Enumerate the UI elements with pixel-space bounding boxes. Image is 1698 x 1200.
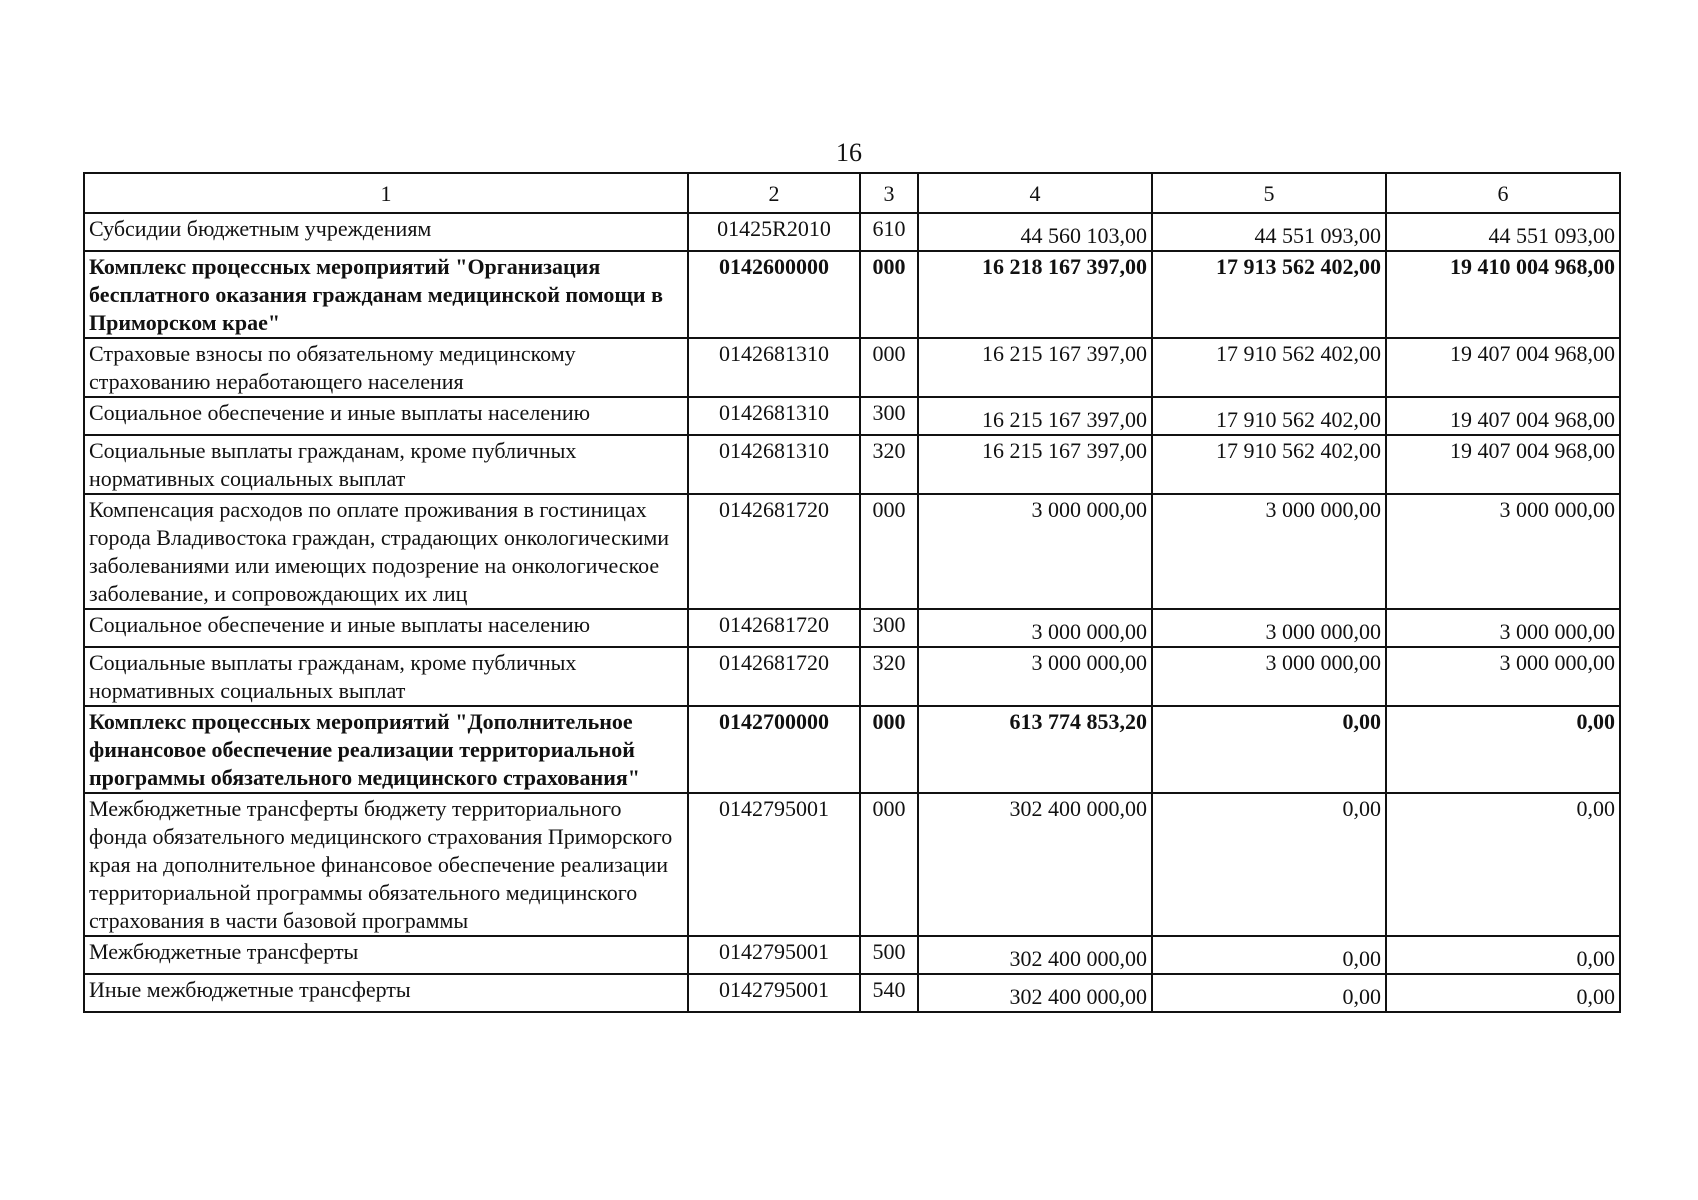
row-name: Субсидии бюджетным учреждениям [84, 213, 688, 251]
row-name: Иные межбюджетные трансферты [84, 974, 688, 1012]
row-target-code: 0142795001 [688, 936, 860, 974]
row-amount-col6: 44 551 093,00 [1386, 213, 1620, 251]
row-amount-col5: 0,00 [1152, 974, 1386, 1012]
page-number: 16 [836, 138, 862, 167]
row-expense-type: 320 [860, 435, 918, 494]
table-header-row [84, 173, 1620, 213]
row-amount-col6: 19 410 004 968,00 [1386, 251, 1620, 338]
table-row [84, 494, 1620, 609]
table-row [84, 936, 1620, 974]
row-amount-col6: 3 000 000,00 [1386, 647, 1620, 706]
row-amount-col6: 0,00 [1386, 974, 1620, 1012]
row-amount-col4: 3 000 000,00 [918, 609, 1152, 647]
row-expense-type: 000 [860, 706, 918, 793]
column-header-6: 6 [1386, 173, 1620, 213]
column-header-3: 3 [860, 173, 918, 213]
row-amount-col5: 17 910 562 402,00 [1152, 435, 1386, 494]
row-amount-col5: 17 913 562 402,00 [1152, 251, 1386, 338]
row-expense-type: 500 [860, 936, 918, 974]
row-target-code: 0142681310 [688, 338, 860, 397]
row-amount-col5: 3 000 000,00 [1152, 609, 1386, 647]
row-expense-type: 610 [860, 213, 918, 251]
row-expense-type: 300 [860, 609, 918, 647]
budget-table [83, 172, 1621, 1013]
row-amount-col6: 0,00 [1386, 936, 1620, 974]
table-row [84, 213, 1620, 251]
column-header-1: 1 [84, 173, 688, 213]
row-name: Комплекс процессных мероприятий "Организация бесплатного оказания гражданам медицинской помощи в Приморском крае" [84, 251, 688, 338]
row-amount-col4: 44 560 103,00 [918, 213, 1152, 251]
row-amount-col4: 3 000 000,00 [918, 647, 1152, 706]
table-row [84, 974, 1620, 1012]
row-amount-col6: 3 000 000,00 [1386, 494, 1620, 609]
row-amount-col5: 0,00 [1152, 793, 1386, 936]
row-name: Социальные выплаты гражданам, кроме публичных нормативных социальных выплат [84, 647, 688, 706]
row-target-code: 0142795001 [688, 974, 860, 1012]
row-target-code: 0142681720 [688, 647, 860, 706]
row-name: Страховые взносы по обязательному медицинскому страхованию неработающего населения [84, 338, 688, 397]
table-row [84, 793, 1620, 936]
row-name: Межбюджетные трансферты бюджету территориального фонда обязательного медицинского страхования Приморского края на дополнительное финансовое обеспечение реализации территориальной программы обязательного медицинского страхования в части базовой программы [84, 793, 688, 936]
row-target-code: 0142681310 [688, 397, 860, 435]
column-header-2: 2 [688, 173, 860, 213]
table-row [84, 435, 1620, 494]
row-target-code: 0142681310 [688, 435, 860, 494]
row-target-code: 01425R2010 [688, 213, 860, 251]
row-amount-col5: 3 000 000,00 [1152, 494, 1386, 609]
row-amount-col4: 302 400 000,00 [918, 936, 1152, 974]
row-amount-col6: 19 407 004 968,00 [1386, 397, 1620, 435]
row-expense-type: 000 [860, 494, 918, 609]
row-amount-col4: 16 215 167 397,00 [918, 435, 1152, 494]
row-expense-type: 320 [860, 647, 918, 706]
row-target-code: 0142681720 [688, 609, 860, 647]
row-amount-col6: 3 000 000,00 [1386, 609, 1620, 647]
table-row [84, 609, 1620, 647]
row-amount-col4: 16 215 167 397,00 [918, 338, 1152, 397]
row-amount-col4: 302 400 000,00 [918, 974, 1152, 1012]
row-amount-col4: 302 400 000,00 [918, 793, 1152, 936]
row-target-code: 0142600000 [688, 251, 860, 338]
column-header-4: 4 [918, 173, 1152, 213]
table-row [84, 338, 1620, 397]
row-amount-col4: 16 215 167 397,00 [918, 397, 1152, 435]
row-amount-col5: 0,00 [1152, 706, 1386, 793]
row-amount-col6: 0,00 [1386, 793, 1620, 936]
row-target-code: 0142681720 [688, 494, 860, 609]
row-name: Социальные выплаты гражданам, кроме публичных нормативных социальных выплат [84, 435, 688, 494]
row-expense-type: 300 [860, 397, 918, 435]
row-amount-col6: 19 407 004 968,00 [1386, 435, 1620, 494]
row-expense-type: 000 [860, 251, 918, 338]
column-header-5: 5 [1152, 173, 1386, 213]
row-name: Комплекс процессных мероприятий "Дополнительное финансовое обеспечение реализации территориальной программы обязательного медицинского страхования" [84, 706, 688, 793]
row-name: Социальное обеспечение и иные выплаты населению [84, 397, 688, 435]
row-amount-col5: 17 910 562 402,00 [1152, 397, 1386, 435]
row-expense-type: 000 [860, 793, 918, 936]
row-amount-col6: 19 407 004 968,00 [1386, 338, 1620, 397]
row-amount-col5: 44 551 093,00 [1152, 213, 1386, 251]
row-expense-type: 000 [860, 338, 918, 397]
row-amount-col6: 0,00 [1386, 706, 1620, 793]
row-amount-col4: 16 218 167 397,00 [918, 251, 1152, 338]
row-name: Компенсация расходов по оплате проживания в гостиницах города Владивостока граждан, страдающих онкологическими заболеваниями или имеющих подозрение на онкологическое заболевание, и сопровождающих их лиц [84, 494, 688, 609]
row-amount-col5: 0,00 [1152, 936, 1386, 974]
row-amount-col4: 3 000 000,00 [918, 494, 1152, 609]
row-target-code: 0142700000 [688, 706, 860, 793]
table-row [84, 251, 1620, 338]
row-amount-col4: 613 774 853,20 [918, 706, 1152, 793]
row-amount-col5: 17 910 562 402,00 [1152, 338, 1386, 397]
row-amount-col5: 3 000 000,00 [1152, 647, 1386, 706]
table-row [84, 647, 1620, 706]
table-row [84, 706, 1620, 793]
row-target-code: 0142795001 [688, 793, 860, 936]
table-row [84, 397, 1620, 435]
row-expense-type: 540 [860, 974, 918, 1012]
row-name: Социальное обеспечение и иные выплаты населению [84, 609, 688, 647]
row-name: Межбюджетные трансферты [84, 936, 688, 974]
